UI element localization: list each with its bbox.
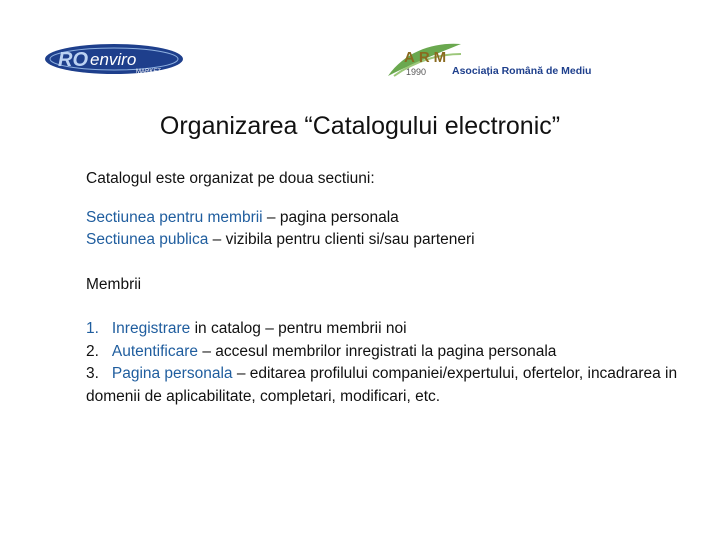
item-desc: – editarea profilului companiei/expertului, ofertelor, incadrarea in domenii de aplicabilitate, completari, modificari, etc. — [86, 365, 678, 405]
logo-right-letters: ARM — [404, 49, 451, 66]
item-number: 2. — [86, 342, 99, 360]
logo-left-word: enviro — [90, 50, 137, 69]
slide-content — [86, 168, 686, 408]
item-number: 3. — [86, 365, 99, 382]
item-number: 1. — [86, 320, 99, 337]
intro-text: Catalogul este organizat pe doua sectiuni: — [86, 170, 375, 187]
logo-left-main: RO — [58, 49, 88, 71]
item-desc: in catalog – pentru membrii noi — [190, 320, 407, 337]
list-item — [86, 341, 686, 364]
section-name: Sectiunea publica — [86, 231, 209, 248]
section-line-members — [86, 207, 686, 230]
section-name: Sectiunea pentru membrii — [86, 208, 263, 226]
list-item — [86, 318, 686, 341]
logo-right-name: Asociația Română de Mediu — [452, 65, 592, 77]
section-line-public — [86, 229, 686, 252]
section-desc: – pagina personala — [262, 208, 399, 226]
slide-title: Organizarea “Catalogului electronic” — [159, 112, 561, 140]
roenviro-market-logo — [44, 42, 184, 76]
item-name: Inregistrare — [111, 320, 191, 337]
logo-right-year: 1990 — [406, 67, 427, 77]
item-name: Autentificare — [111, 342, 199, 360]
list-item — [86, 363, 686, 408]
membrii-heading: Membrii — [86, 275, 142, 293]
section-desc: – vizibila pentru clienti si/sau parteneri — [208, 231, 475, 248]
item-name: Pagina personala — [111, 365, 233, 382]
arm-logo — [386, 40, 606, 80]
logo-left-sub: MARKET — [136, 69, 162, 75]
item-desc: – accesul membrilor inregistrati la pagina personala — [198, 342, 557, 360]
